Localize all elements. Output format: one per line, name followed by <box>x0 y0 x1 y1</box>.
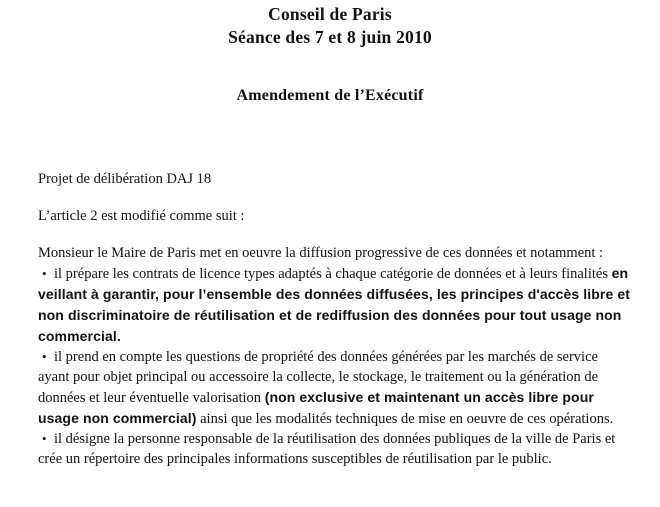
amendment-heading: Amendement de l’Exécutif <box>236 87 424 104</box>
article-intro: L’article 2 est modifié comme suit : <box>38 208 245 224</box>
bullet-1-segment-normal: il prépare les contrats de licence types adaptés à chaque catégorie de données et à leurs finalités <box>54 266 612 282</box>
bullet-2-segment-normal-1: il prend en compte les questions de propriété des données générées par les marchés de service ayant pour objet principal ou accessoire la collecte, le stockage, le traitement ou la génération de données et leur éventuelle valorisation <box>38 349 599 406</box>
bullet-item-3 <box>38 429 632 469</box>
title-line-1: Conseil de Paris <box>268 4 392 24</box>
bullet-2-segment-bold: (non exclusive et maintenant un accès libre pour usage non commercial) <box>38 389 594 426</box>
title-line-2: Séance des 7 et 8 juin 2010 <box>228 27 432 47</box>
bullet-2-segment-normal-2: ainsi que les modalités techniques de mise en oeuvre de ces opérations. <box>196 411 614 427</box>
bullet-icon: • <box>42 266 47 281</box>
deliberation-reference: Projet de délibération DAJ 18 <box>38 171 212 187</box>
document-body <box>38 169 632 469</box>
bullet-icon: • <box>42 349 47 364</box>
bullet-item-2 <box>38 347 632 429</box>
bullet-item-1 <box>38 263 632 347</box>
bullet-1-segment-bold: en veillant à garantir, pour l’ensemble des données diffusées, les principes d'accès libre et non discriminatoire de réutilisation et de rediffusion des données pour tout usage non commercial. <box>38 265 630 344</box>
document-title <box>0 0 660 49</box>
lead-paragraph: Monsieur le Maire de Paris met en oeuvre la diffusion progressive de ces données et notamment : <box>38 245 604 261</box>
bullet-3-segment-normal: il désigne la personne responsable de la réutilisation des données publiques de la ville de Paris et crée un répertoire des principales informations susceptibles de réutilisation par le public. <box>38 431 616 467</box>
bullet-icon: • <box>42 431 47 446</box>
